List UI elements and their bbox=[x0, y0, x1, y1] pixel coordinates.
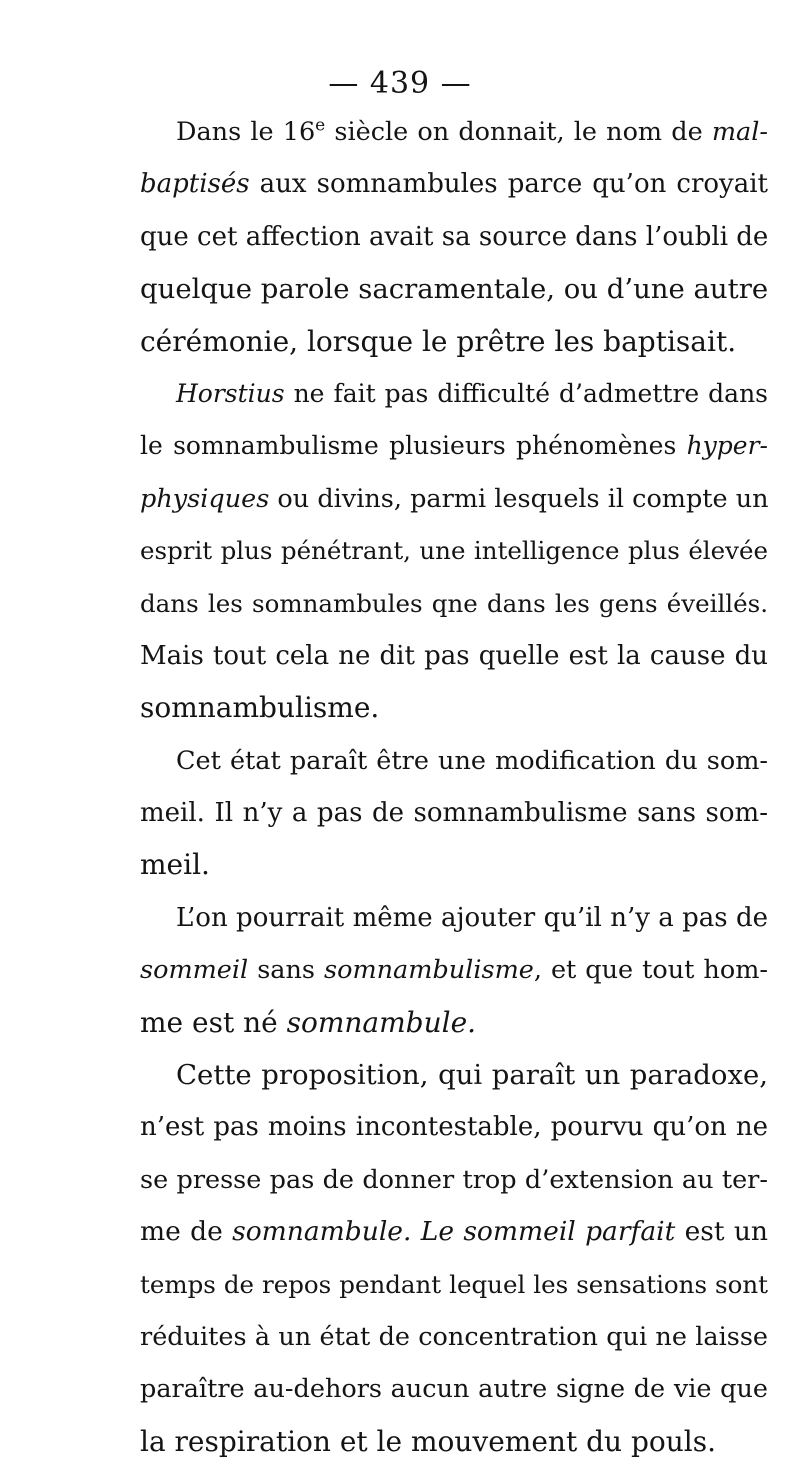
text-line bbox=[140, 1416, 768, 1468]
text-run: Dans le 16 bbox=[176, 117, 316, 147]
text-line bbox=[140, 1154, 768, 1206]
text-run: ou divins, parmi lesquels il compte un bbox=[269, 483, 769, 514]
italic-term: Horstius bbox=[176, 378, 285, 408]
text-run: se presse pas de donner trop d’extension au ter- bbox=[140, 1164, 768, 1195]
italic-term: baptisés bbox=[140, 169, 250, 200]
text-line bbox=[140, 1101, 768, 1153]
text-run: n’est pas moins incontestable, pourvu qu’on ne bbox=[140, 1112, 768, 1143]
italic-term: hyper- bbox=[686, 431, 768, 461]
text-run: L’on pourrait même ajouter qu’il n’y a pas de bbox=[176, 902, 768, 933]
text-run: , et que tout hom- bbox=[533, 955, 768, 986]
text-run: dans les somnambules qne dans les gens éveillés. bbox=[140, 588, 768, 618]
text-run: temps de repos pendant lequel les sensations sont bbox=[140, 1269, 768, 1299]
text-run: est un bbox=[675, 1216, 768, 1248]
superscript: e bbox=[315, 115, 326, 136]
text-run: Cette proposition, qui paraît un paradoxe, bbox=[176, 1059, 768, 1092]
text-run: que cet affection avait sa source dans l’oubli de bbox=[140, 221, 769, 252]
text-line bbox=[140, 839, 768, 891]
text-run: meil. Il n’y a pas de somnambulisme sans som- bbox=[140, 798, 768, 829]
text-line bbox=[140, 1259, 768, 1311]
italic-term: somnambule. Le sommeil parfait bbox=[232, 1216, 676, 1248]
text-line bbox=[140, 997, 768, 1049]
page-number: — 439 — bbox=[328, 66, 472, 101]
text-run: esprit plus pénétrant, une intelligence plus élevée bbox=[140, 536, 768, 566]
text-line bbox=[140, 735, 768, 787]
text-line bbox=[140, 1363, 768, 1415]
text-run: ne fait pas difficulté d’admettre dans bbox=[284, 378, 768, 408]
text-line bbox=[140, 1049, 768, 1101]
text-run: siècle on donnait, le nom de bbox=[325, 117, 712, 147]
italic-term: physiques bbox=[140, 483, 270, 514]
text-line bbox=[140, 630, 768, 682]
text-run: aux somnambules parce qu’on croyait bbox=[249, 169, 768, 200]
text-line bbox=[140, 211, 768, 263]
text-run: meil. bbox=[140, 848, 210, 882]
italic-term: somnambule. bbox=[286, 1005, 477, 1039]
text-run: paraître au-dehors aucun autre signe de vie que bbox=[140, 1374, 768, 1405]
text-run: quelque parole sacramentale, ou d’une autre bbox=[140, 273, 769, 306]
text-run: réduites à un état de concentration qui ne laisse bbox=[140, 1321, 768, 1352]
text-run: cérémonie, lorsque le prêtre les baptisait. bbox=[140, 324, 737, 358]
text-line bbox=[140, 1311, 768, 1363]
text-line bbox=[140, 787, 768, 839]
text-line bbox=[140, 316, 768, 368]
text-line bbox=[140, 682, 768, 734]
text-line bbox=[140, 263, 768, 315]
italic-term: mal- bbox=[711, 117, 768, 147]
italic-term: somnambulisme bbox=[324, 955, 534, 986]
text-run: Cet état paraît être une modification du som- bbox=[176, 745, 768, 776]
text-line bbox=[140, 158, 768, 210]
text-run: le somnambulisme plusieurs phénomènes bbox=[140, 431, 687, 461]
text-run: somnambulisme. bbox=[140, 691, 380, 725]
text-run: me est né bbox=[140, 1005, 287, 1039]
text-run: la respiration et le mouvement du pouls. bbox=[140, 1424, 717, 1458]
text-line bbox=[140, 106, 768, 158]
text-line bbox=[140, 944, 768, 996]
text-line bbox=[140, 420, 768, 472]
text-run: sans bbox=[248, 955, 325, 986]
italic-term: sommeil bbox=[140, 955, 249, 986]
text-line bbox=[140, 525, 768, 577]
text-line bbox=[140, 1206, 768, 1258]
text-line bbox=[140, 578, 768, 630]
text-line bbox=[140, 473, 768, 525]
text-run: Mais tout cela ne dit pas quelle est la cause du bbox=[140, 640, 768, 671]
body-text bbox=[140, 106, 768, 1468]
text-line bbox=[140, 368, 768, 420]
text-run: me de bbox=[140, 1216, 233, 1248]
text-line bbox=[140, 892, 768, 944]
